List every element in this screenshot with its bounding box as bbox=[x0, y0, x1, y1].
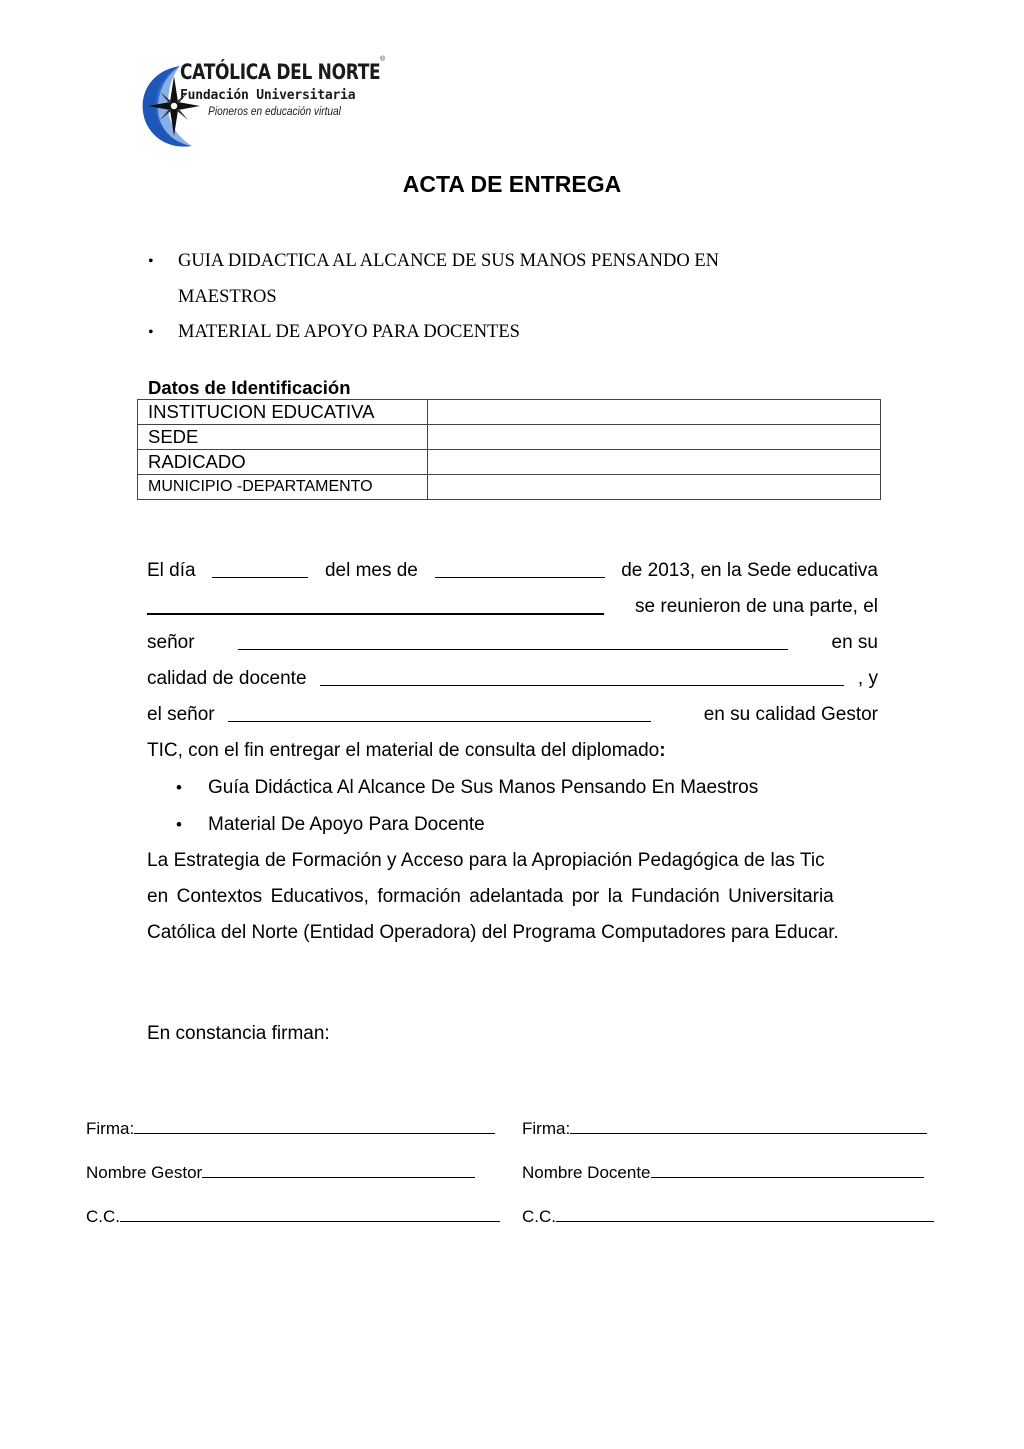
firma-docente-blank[interactable] bbox=[570, 1118, 927, 1134]
document-title: ACTA DE ENTREGA bbox=[402, 171, 622, 197]
nombre-gestor-blank[interactable] bbox=[202, 1162, 475, 1178]
row-value-radicado[interactable] bbox=[428, 450, 881, 475]
row-value-municipio[interactable] bbox=[428, 475, 881, 500]
cc-gestor-blank[interactable] bbox=[120, 1206, 500, 1222]
nombre-docente-blank[interactable] bbox=[651, 1162, 924, 1178]
docente-blank[interactable] bbox=[320, 661, 844, 686]
signature-right-cc: C.C. bbox=[522, 1206, 934, 1227]
list-item: • Material De Apoyo Para Docente bbox=[147, 806, 878, 843]
paragraph-line: señor en su bbox=[147, 625, 878, 661]
logo-subtitle: Fundación Universitaria bbox=[180, 88, 356, 103]
paragraph-line: TIC, con el fin entregar el material de consulta del diplomado: bbox=[147, 740, 666, 761]
row-label-municipio: MUNICIPIO -DEPARTAMENTO bbox=[138, 475, 428, 500]
list-item: • GUIA DIDACTICA AL ALCANCE DE SUS MANOS PENSANDO EN MAESTROS bbox=[148, 244, 848, 315]
row-value-sede[interactable] bbox=[428, 425, 881, 450]
logo bbox=[140, 56, 386, 152]
logo-slogan: Pioneros en educación virtual bbox=[208, 106, 341, 118]
day-blank[interactable] bbox=[212, 553, 308, 578]
table-row bbox=[138, 450, 881, 475]
paragraph-line: calidad de docente , y bbox=[147, 661, 878, 697]
firma-gestor-blank[interactable] bbox=[134, 1118, 495, 1134]
list-item: • MATERIAL DE APOYO PARA DOCENTES bbox=[148, 315, 848, 351]
paragraph-line: el señor en su calidad Gestor bbox=[147, 697, 878, 733]
delivery-paragraph bbox=[147, 553, 878, 951]
table-row bbox=[138, 475, 881, 500]
signature-left-firma: Firma: bbox=[86, 1118, 495, 1139]
identification-title: Datos de Identificación bbox=[148, 377, 351, 398]
signature-left-nombre: Nombre Gestor bbox=[86, 1162, 475, 1183]
sede-blank[interactable] bbox=[147, 589, 604, 615]
cc-docente-blank[interactable] bbox=[556, 1206, 934, 1222]
paragraph-line: El día del mes de de 2013, en la Sede educativa bbox=[147, 553, 878, 589]
list-item: • Guía Didáctica Al Alcance De Sus Manos Pensando En Maestros bbox=[147, 769, 878, 806]
signature-right-nombre: Nombre Docente bbox=[522, 1162, 924, 1183]
constancia-text: En constancia firman: bbox=[147, 1023, 330, 1044]
table-row bbox=[138, 425, 881, 450]
row-label-institucion: INSTITUCION EDUCATIVA bbox=[138, 400, 428, 425]
identification-table bbox=[137, 399, 881, 500]
senor-blank[interactable] bbox=[238, 625, 788, 650]
logo-title: CATÓLICA DEL NORTE bbox=[180, 60, 381, 85]
row-label-radicado: RADICADO bbox=[138, 450, 428, 475]
paragraph-line: La Estrategia de Formación y Acceso para la Apropiación Pedagógica de las Tic bbox=[147, 850, 825, 871]
gestor-blank[interactable] bbox=[228, 697, 651, 722]
material-list bbox=[147, 769, 878, 843]
month-blank[interactable] bbox=[435, 553, 605, 578]
paragraph-line: en Contextos Educativos, formación adelantada por la Fundación Universitaria bbox=[147, 886, 834, 907]
logo-registered-mark: ® bbox=[380, 56, 386, 63]
paragraph-line: se reunieron de una parte, el bbox=[147, 589, 878, 625]
signature-left-cc: C.C. bbox=[86, 1206, 500, 1227]
paragraph-line: Católica del Norte (Entidad Operadora) del Programa Computadores para Educar. bbox=[147, 922, 839, 943]
delivered-items-list bbox=[148, 244, 848, 351]
table-row bbox=[138, 400, 881, 425]
row-label-sede: SEDE bbox=[138, 425, 428, 450]
row-value-institucion[interactable] bbox=[428, 400, 881, 425]
signature-right-firma: Firma: bbox=[522, 1118, 927, 1139]
